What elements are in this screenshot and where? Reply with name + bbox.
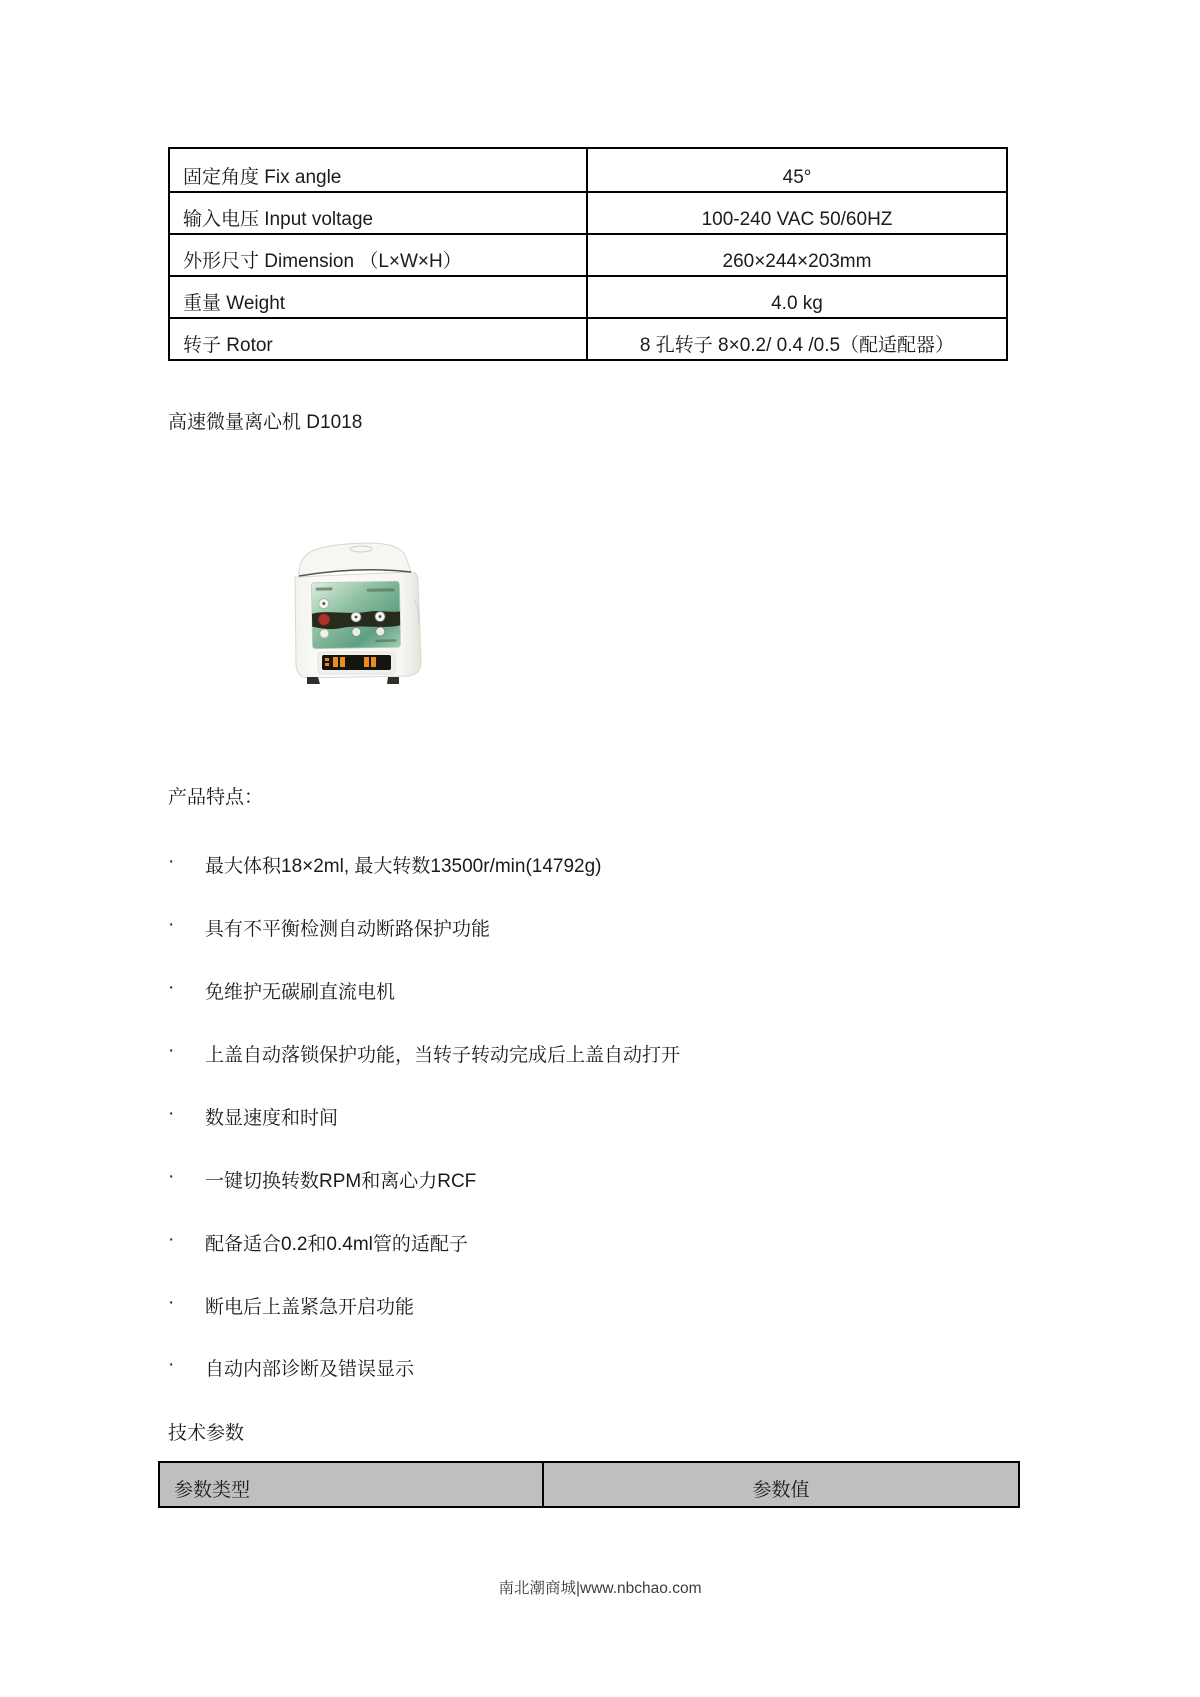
led-digit	[364, 657, 369, 667]
spec-label: 输入电压 Input voltage	[170, 193, 588, 233]
table-row	[170, 317, 1006, 359]
led-digit	[371, 657, 376, 667]
panel-button	[320, 629, 329, 638]
led-digit	[333, 657, 338, 667]
panel-button	[352, 627, 361, 636]
spec-value: 4.0 kg	[771, 293, 823, 314]
spec-table	[168, 147, 1008, 361]
feature-text: 最大体积18×2ml, 最大转数13500r/min(14792g)	[205, 856, 602, 877]
spec-value: 100-240 VAC 50/60HZ	[701, 209, 893, 230]
bullet-icon: ·	[168, 1040, 175, 1061]
list-item	[168, 1354, 414, 1381]
device-foot	[387, 677, 399, 684]
list-item	[168, 1166, 476, 1193]
feature-text: 自动内部诊断及错误显示	[205, 1359, 415, 1380]
bullet-icon: ·	[168, 1166, 175, 1187]
table-row	[170, 149, 1006, 191]
led-indicator	[325, 658, 329, 661]
led-digit	[340, 657, 345, 667]
panel-logo-mark	[316, 587, 333, 590]
spec-label: 转子 Rotor	[170, 319, 588, 359]
power-button	[318, 614, 329, 625]
feature-text: 一键切换转数RPM和离心力RCF	[205, 1171, 477, 1192]
table-row	[170, 191, 1006, 233]
param-table-header	[158, 1461, 1020, 1508]
feature-text: 配备适合0.2和0.4ml管的适配子	[205, 1234, 468, 1255]
spec-value: 260×244×203mm	[722, 251, 872, 272]
list-item	[168, 1103, 338, 1130]
bullet-icon: ·	[168, 851, 175, 872]
panel-button	[376, 627, 385, 636]
spec-value: 45°	[782, 167, 812, 188]
feature-text: 断电后上盖紧急开启功能	[205, 1297, 415, 1318]
centrifuge-image	[263, 535, 441, 691]
bullet-icon: ·	[168, 914, 175, 935]
list-item	[168, 977, 395, 1004]
features-heading: 产品特点：	[168, 787, 264, 808]
bullet-icon: ·	[168, 1292, 175, 1313]
spec-label: 重量 Weight	[170, 277, 588, 317]
page-footer: 南北潮商城|www.nbchao.com	[498, 1580, 702, 1597]
feature-text: 数显速度和时间	[205, 1108, 339, 1129]
param-value-header: 参数值	[752, 1480, 810, 1501]
bullet-icon: ·	[168, 1103, 175, 1124]
led-indicator	[325, 663, 329, 666]
feature-text: 免维护无碳刷直流电机	[205, 982, 396, 1003]
list-item	[168, 851, 602, 878]
table-row	[170, 275, 1006, 317]
panel-model-mark	[367, 588, 395, 591]
bullet-icon: ·	[168, 1229, 175, 1250]
feature-text: 具有不平衡检测自动断路保护功能	[205, 919, 491, 940]
page-title: 高速微量离心机 D1018	[168, 412, 363, 433]
led-display	[322, 655, 391, 670]
list-item	[168, 1040, 680, 1067]
spec-value: 8 孔转子 8×0.2/ 0.4 /0.5（配适配器）	[639, 335, 955, 356]
table-row	[170, 233, 1006, 275]
tech-params-heading: 技术参数	[168, 1423, 245, 1444]
param-type-header: 参数类型	[160, 1463, 544, 1506]
list-item	[168, 1292, 414, 1319]
bullet-icon: ·	[168, 1354, 175, 1375]
panel-units-mark	[375, 639, 396, 642]
list-item	[168, 914, 490, 941]
bullet-icon: ·	[168, 977, 175, 998]
spec-label: 外形尺寸 Dimension （L×W×H）	[170, 235, 588, 275]
centrifuge-illustration	[263, 535, 441, 691]
list-item	[168, 1229, 468, 1256]
feature-text: 上盖自动落锁保护功能，当转子转动完成后上盖自动打开	[205, 1045, 681, 1066]
device-foot	[307, 677, 320, 684]
spec-label: 固定角度 Fix angle	[170, 149, 588, 191]
